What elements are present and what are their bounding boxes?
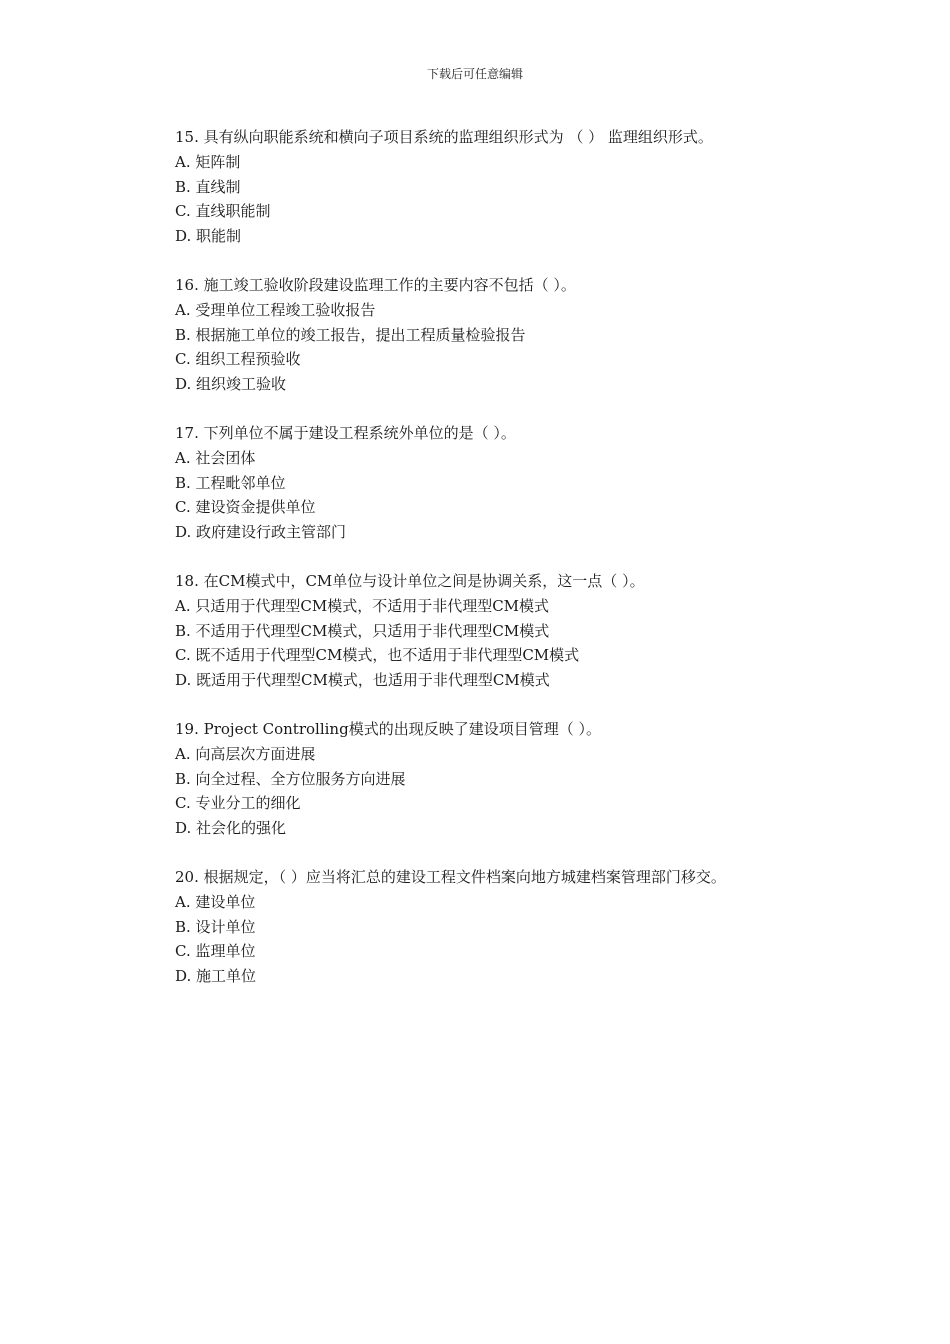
question-20 <box>175 865 875 989</box>
option-b: B. 直线制 <box>175 177 241 196</box>
option-d: D. 政府建设行政主管部门 <box>175 523 347 542</box>
option-a: A. 受理单位工程竣工验收报告 <box>175 300 376 319</box>
question-18 <box>175 569 875 693</box>
question-text: 15. 具有纵向职能系统和横向子项目系统的监理组织形式为 （ ） 监理组织形式。 <box>175 128 713 146</box>
question-16 <box>175 273 875 397</box>
option-a: A. 只适用于代理型CM模式，不适用于非代理型CM模式 <box>175 596 550 615</box>
option-c: C. 直线职能制 <box>175 202 271 221</box>
option-d: D. 社会化的强化 <box>175 819 287 838</box>
option-b: B. 设计单位 <box>175 917 256 936</box>
question-list <box>175 125 875 1013</box>
question-text: 19. Project Controlling模式的出现反映了建设项目管理（ ）。 <box>175 719 601 738</box>
question-19 <box>175 717 875 841</box>
option-b: B. 根据施工单位的竣工报告，提出工程质量检验报告 <box>175 325 526 344</box>
question-text: 20. 根据规定，（ ）应当将汇总的建设工程文件档案向地方城建档案管理部门移交。 <box>175 867 726 886</box>
question-17 <box>175 421 875 545</box>
page-header: 下载后可任意编辑 <box>426 67 523 81</box>
question-text: 17. 下列单位不属于建设工程系统外单位的是（ ）。 <box>175 423 516 442</box>
option-b: B. 不适用于代理型CM模式，只适用于非代理型CM模式 <box>175 621 550 640</box>
option-c: C. 既不适用于代理型CM模式，也不适用于非代理型CM模式 <box>175 646 580 665</box>
option-d: D. 既适用于代理型CM模式，也适用于非代理型CM模式 <box>175 671 550 690</box>
option-b: B. 向全过程、全方位服务方向进展 <box>175 769 406 788</box>
option-a: A. 社会团体 <box>175 448 256 467</box>
question-15 <box>175 125 875 249</box>
question-text: 16. 施工竣工验收阶段建设监理工作的主要内容不包括（ ）。 <box>175 275 576 294</box>
option-c: C. 监理单位 <box>175 942 256 961</box>
option-c: C. 专业分工的细化 <box>175 794 301 813</box>
question-text: 18. 在CM模式中，CM单位与设计单位之间是协调关系，这一点（ ）。 <box>175 571 645 590</box>
option-a: A. 建设单位 <box>175 892 256 911</box>
option-c: C. 建设资金提供单位 <box>175 498 316 517</box>
option-a: A. 向高层次方面进展 <box>175 744 316 763</box>
option-c: C. 组织工程预验收 <box>175 350 301 369</box>
option-d: D. 组织竣工验收 <box>175 375 287 394</box>
option-b: B. 工程毗邻单位 <box>175 473 286 492</box>
option-d: D. 职能制 <box>175 227 242 246</box>
option-a: A. 矩阵制 <box>175 152 241 171</box>
option-d: D. 施工单位 <box>175 967 257 986</box>
